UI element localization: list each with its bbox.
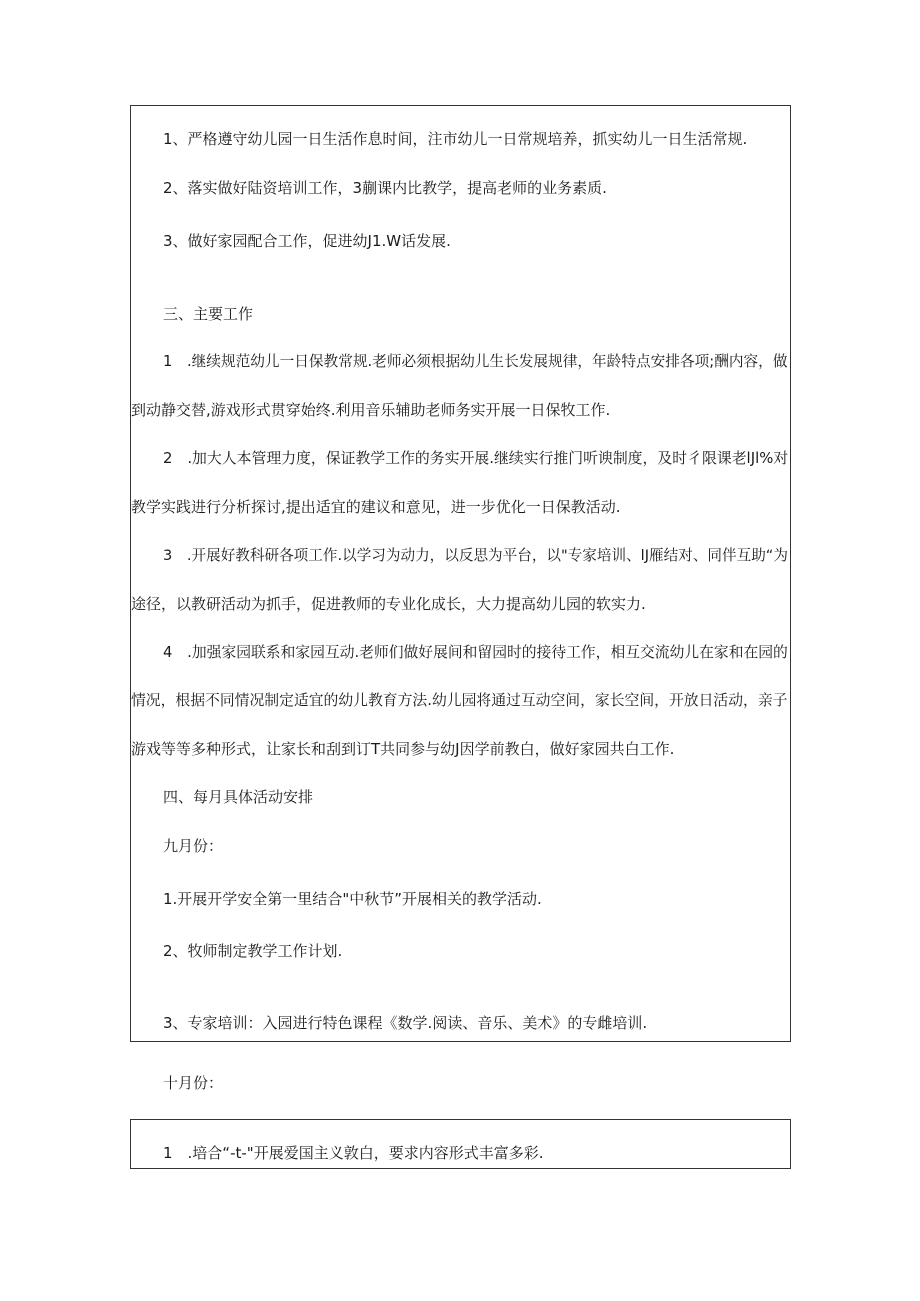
work-item-3-line-1: 3 .开展好教科研各项工作.以学习为动力，以反思为平台，以"专家培训、lJ雁结对、同伴互助“为 xyxy=(163,547,788,564)
work-item-2-line-2: 教学实践进行分析探讨,提出适宜的建议和意见，进一步优化一日保教活动. xyxy=(131,498,621,516)
work-item-1-line-2: 到动静交替,游戏形式贯穿始终.利用音乐辅助老师务实开展一日保牧工作. xyxy=(131,401,611,419)
section-heading-main-work: 三、主要工作 xyxy=(163,305,254,323)
goal-line-3: 3、做好家园配合工作，促进幼J1.W话发展. xyxy=(163,232,451,250)
month-label-october: 十月份： xyxy=(163,1074,224,1092)
september-item-3: 3、专家培训：入园进行特色课程《数学.阅读、音乐、美术》的专雌培训. xyxy=(163,1014,648,1032)
goal-line-2: 2、落实做好陆资培训工作，3蒯课内比教学，提高老师的业务素质. xyxy=(163,179,607,197)
goal-line-1: 1、严格遵守幼儿园一日生活作息时间，注市幼儿一日常规培养，抓实幼儿一日生活常规. xyxy=(163,130,748,148)
work-item-1-line-1: 1 .继续规范幼儿一日保教常规.老师必须根据幼儿生长发展规律，年龄特点安排各项;酬内容，做 xyxy=(163,353,788,370)
september-item-2: 2、牧师制定教学工作计划. xyxy=(163,942,343,960)
work-item-4-line-1: 4 .加强家园联系和家园互动.老师们做好展间和留园时的接待工作，相互交流幼儿在家和在园的 xyxy=(163,644,788,661)
section-heading-monthly-plan: 四、每月具体活动安排 xyxy=(163,788,314,806)
month-label-september: 九月份： xyxy=(163,837,224,855)
work-item-4-line-3: 游戏等等多种形式，让家长和刮到订T共同参与幼J因学前教白，做好家园共白工作. xyxy=(131,740,675,758)
work-item-4-line-2: 情况，根据不同情况制定适宜的幼儿教育方法.幼儿园将通过互动空间，家长空间，开放日活动，亲子 xyxy=(131,692,788,709)
work-item-3-line-2: 途径，以教研活动为抓手，促进教师的专业化成长，大力提高幼儿园的软实力. xyxy=(131,595,646,613)
september-item-1: 1.开展开学安全第一里结合"中秋节”开展相关的教学活动. xyxy=(163,890,542,908)
october-item-1: 1 .培合“-t-"开展爱国主义敦白，要求内容形式丰富多彩. xyxy=(163,1144,544,1162)
work-item-2-line-1: 2 .加大人本管理力度，保证教学工作的务实开展.继续实行推门听谀制度，及时彳限课老lJl%对 xyxy=(163,449,789,467)
